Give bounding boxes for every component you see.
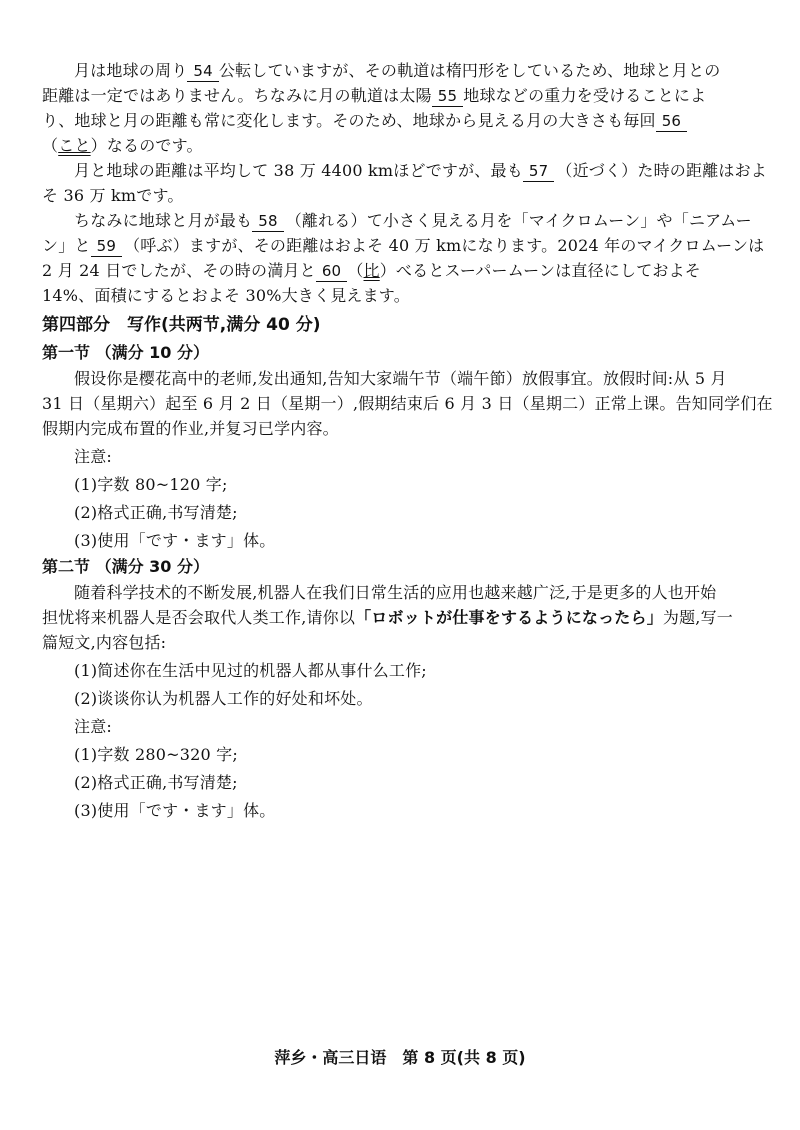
- blank-54[interactable]: [187, 61, 219, 82]
- section2-note-item: (2)格式正确,书写清楚;: [74, 773, 238, 792]
- section2-text-part: 担忧将来机器人是否会取代人类工作,请你以: [42, 608, 356, 627]
- passage-line: [42, 83, 762, 108]
- exam-page: [42, 58, 773, 823]
- section2-content-item: (2)谈谈你认为机器人工作的好处和坏处。: [74, 689, 373, 708]
- essay-topic: 「ロボットが仕事をするようになったら」: [355, 608, 663, 627]
- section2-text: 篇短文,内容包括:: [42, 633, 167, 652]
- section1-text: 假设你是樱花高中的老师,发出通知,告知大家端午节（端午節）放假事宜。放假时间:从 5 月: [74, 369, 727, 388]
- blank-58[interactable]: [252, 211, 284, 232]
- section2-text-part: 为题,写一: [662, 608, 733, 627]
- hint-paren: ）: [379, 261, 396, 280]
- section1-note-item: (2)格式正确,书写清楚;: [74, 503, 238, 522]
- passage-text: ン」と: [42, 236, 91, 255]
- passage-text: （: [42, 136, 59, 155]
- section2-note-item: (3)使用「です・ます」体。: [74, 801, 276, 820]
- hint-word: こと: [58, 136, 91, 155]
- passage-line: [42, 208, 762, 233]
- section1-note-label: 注意:: [74, 447, 112, 466]
- passage-line: [42, 108, 762, 133]
- hint-paren: （: [347, 261, 364, 280]
- passage-line: [42, 158, 768, 183]
- section2-note-item: (1)字数 280~320 字;: [74, 745, 238, 764]
- passage-line: [42, 58, 762, 83]
- blank-56[interactable]: [656, 111, 688, 132]
- passage-text: そ 36 万 kmです。: [42, 186, 184, 205]
- section2-text: [42, 605, 762, 630]
- passage-text: 2 月 24 日でしたが、その時の満月と: [42, 261, 316, 280]
- passage-text: 地球などの重力を受けることによ: [463, 86, 707, 105]
- section2-note-label: 注意:: [74, 717, 112, 736]
- part4-title: 第四部分 写作(共两节,满分 40 分): [42, 315, 321, 335]
- passage-text: 公転していますが、その軌道は楕円形をしているため、地球と月との: [218, 61, 721, 80]
- blank-number: 56: [661, 112, 682, 130]
- passage-line: [42, 133, 762, 158]
- section2-title: 第二节 （满分 30 分）: [42, 557, 209, 576]
- passage-line: [42, 233, 765, 258]
- blank-number: 55: [437, 87, 458, 105]
- section1-note-item: (1)字数 80~120 字;: [74, 475, 228, 494]
- blank-number: 59: [96, 237, 117, 255]
- passage-text: り、地球と月の距離も常に変化します。そのため、地球から見える月の大きさも毎回: [42, 111, 656, 130]
- passage-text: 距離は一定ではありません。ちなみに月の軌道は太陽: [42, 86, 432, 105]
- section2-text: 随着科学技术的不断发展,机器人在我们日常生活的应用也越来越广泛,于是更多的人也开始: [74, 583, 717, 602]
- blank-57[interactable]: [523, 161, 555, 182]
- passage-text: ちなみに地球と月が最も: [74, 211, 253, 230]
- section1-title: 第一节 （满分 10 分）: [42, 343, 209, 362]
- passage-line: [42, 258, 762, 283]
- passage-line: [42, 183, 762, 208]
- blank-number: 57: [528, 162, 549, 180]
- passage-text: て小さく見える月を「マイクロムーン」や「ニアムー: [366, 211, 752, 230]
- section1-text: 31 日（星期六）起至 6 月 2 日（星期一）,假期结束后 6 月 3 日（星期二）正常上课。告知同学们在: [42, 394, 773, 413]
- hint-word: 比: [363, 261, 380, 280]
- blank-number: 58: [258, 212, 278, 230]
- passage-text: た時の距離はおよ: [637, 161, 768, 180]
- hint-word: （近づく）: [556, 161, 638, 180]
- blank-number: 60: [321, 262, 342, 280]
- blank-59[interactable]: [91, 236, 123, 257]
- blank-number: 54: [193, 62, 213, 80]
- hint-word: （離れる）: [285, 211, 367, 230]
- section1-text: 假期内完成布置的作业,并复习已学内容。: [42, 419, 339, 438]
- hint-word: （呼ぶ）: [124, 236, 189, 255]
- passage-text: 月は地球の周り: [74, 61, 188, 80]
- passage-text: べるとスーパームーンは直径にしておよそ: [395, 261, 702, 280]
- passage-line: [42, 283, 762, 308]
- passage-text: 14%、面積にするとおよそ 30%大きく見えます。: [42, 286, 410, 305]
- section2-content-item: (1)简述你在生活中见过的机器人都从事什么工作;: [74, 661, 427, 680]
- passage-text: 月と地球の距離は平均して 38 万 4400 kmほどですが、最も: [74, 161, 523, 180]
- passage-text: ）なるのです。: [90, 136, 203, 155]
- section1-note-item: (3)使用「です・ます」体。: [74, 531, 276, 550]
- blank-60[interactable]: [316, 261, 348, 282]
- blank-55[interactable]: [432, 86, 464, 107]
- page-footer: 萍乡・高三日语 第 8 页(共 8 页): [274, 1048, 526, 1067]
- passage-text: ますが、その距離はおよそ 40 万 kmになります。2024 年のマイクロムーンは: [188, 236, 765, 255]
